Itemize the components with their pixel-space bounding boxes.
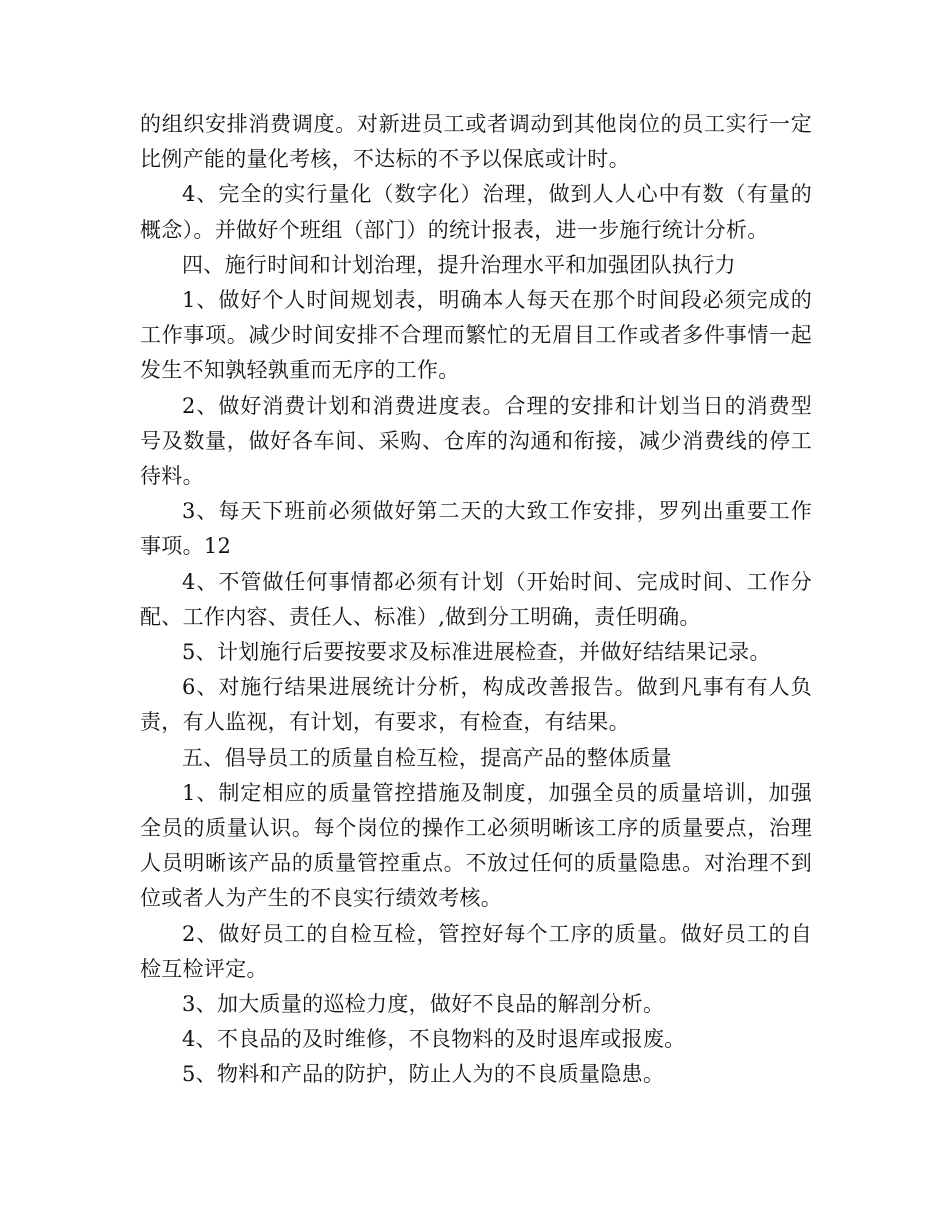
paragraph: 4、完全的实行量化（数字化）治理，做到人人心中有数（有量的概念）。并做好个班组（部门）的统计报表，进一步施行统计分析。	[140, 182, 812, 242]
section-heading: 五、倡导员工的质量自检互检，提高产品的整体质量	[182, 745, 672, 770]
paragraph: 的组织安排消费调度。对新进员工或者调动到其他岗位的员工实行一定比例产能的量化考核，不达标的不予以保底或计时。	[140, 112, 812, 172]
paragraph: 2、做好消费计划和消费进度表。合理的安排和计划当日的消费型号及数量，做好各车间、采购、仓库的沟通和衔接，减少消费线的停工待料。	[140, 393, 812, 489]
paragraph: 6、对施行结果进展统计分析，构成改善报告。做到凡事有有人负责，有人监视，有计划，有要求，有检查，有结果。	[140, 675, 812, 735]
paragraph: 1、做好个人时间规划表，明确本人每天在那个时间段必须完成的工作事项。减少时间安排不合理而繁忙的无眉目工作或者多件事情一起发生不知孰轻孰重而无序的工作。	[140, 288, 812, 383]
paragraph: 3、加大质量的巡检力度，做好不良品的解剖分析。	[182, 992, 665, 1017]
paragraph: 5、计划施行后要按要求及标准进展检查，并做好结结果记录。	[182, 640, 771, 665]
paragraph: 3、每天下班前必须做好第二天的大致工作安排，罗列出重要工作事项。12	[140, 499, 812, 559]
paragraph: 4、不管做任何事情都必须有计划（开始时间、完成时间、工作分配、工作内容、责任人、标准）,做到分工明确，责任明确。	[140, 569, 812, 629]
document-body	[140, 107, 812, 1093]
paragraph: 2、做好员工的自检互检，管控好每个工序的质量。做好员工的自检互检评定。	[140, 921, 812, 981]
paragraph: 4、不良品的及时维修，不良物料的及时退库或报废。	[182, 1027, 686, 1052]
paragraph: 1、制定相应的质量管控措施及制度，加强全员的质量培训，加强全员的质量认识。每个岗位的操作工必须明晰该工序的质量要点，治理人员明晰该产品的质量管控重点。不放过任何的质量隐患。对治理不到位或者人为产生的不良实行绩效考核。	[140, 780, 812, 911]
paragraph: 5、物料和产品的防护，防止人为的不良质量隐患。	[182, 1062, 665, 1087]
section-heading: 四、施行时间和计划治理，提升治理水平和加强团队执行力	[182, 252, 736, 277]
